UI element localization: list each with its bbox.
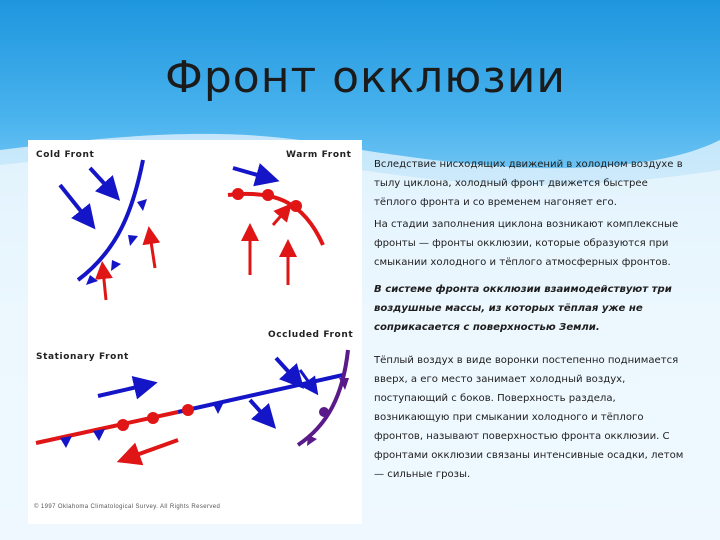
slide-title: Фронт окклюзии [165,52,566,103]
warm-front-label: Warm Front [286,150,352,160]
paragraph-2: На стадии заполнения циклона возникают комплексные фронты — фронты окклюзии, которые образуются при смыкании холодного и тёплого атмосферных фронтов. [374,219,679,268]
occluded-front-label: Occluded Front [268,330,354,340]
figure-copyright: © 1997 Oklahoma Climatological Survey. All Rights Reserved [34,504,221,510]
paragraph-4: Тёплый воздух в виде воронки постепенно поднимается вверх, а его место занимает холодный воздух, поступающий с боков. Поверхность раздела, возникающую при смыкании холодного и тёплого фронтов, называют поверхностью фронта окклюзии. С фронтами окклюзии связаны интенсивные осадки, летом — сильные грозы. [374,355,684,480]
cold-front-diagram [60,160,155,300]
fronts-figure [28,140,362,524]
warm-front-diagram [228,168,323,285]
cold-front-label: Cold Front [36,150,95,160]
occluded-front-diagram [250,350,349,446]
paragraph-3-emphasis: В системе фронта окклюзии взаимодействуют три воздушные массы, из которых тёплая уже не соприкасается с поверхностью Земли. [374,284,672,333]
stationary-front-label: Stationary Front [36,352,129,362]
explanation-text [374,155,692,487]
stationary-front-diagram [36,375,343,458]
paragraph-1: Вследствие нисходящих движений в холодном воздухе в тылу циклона, холодный фронт движется быстрее тёплого фронта и со временем нагоняет его. [374,159,683,208]
